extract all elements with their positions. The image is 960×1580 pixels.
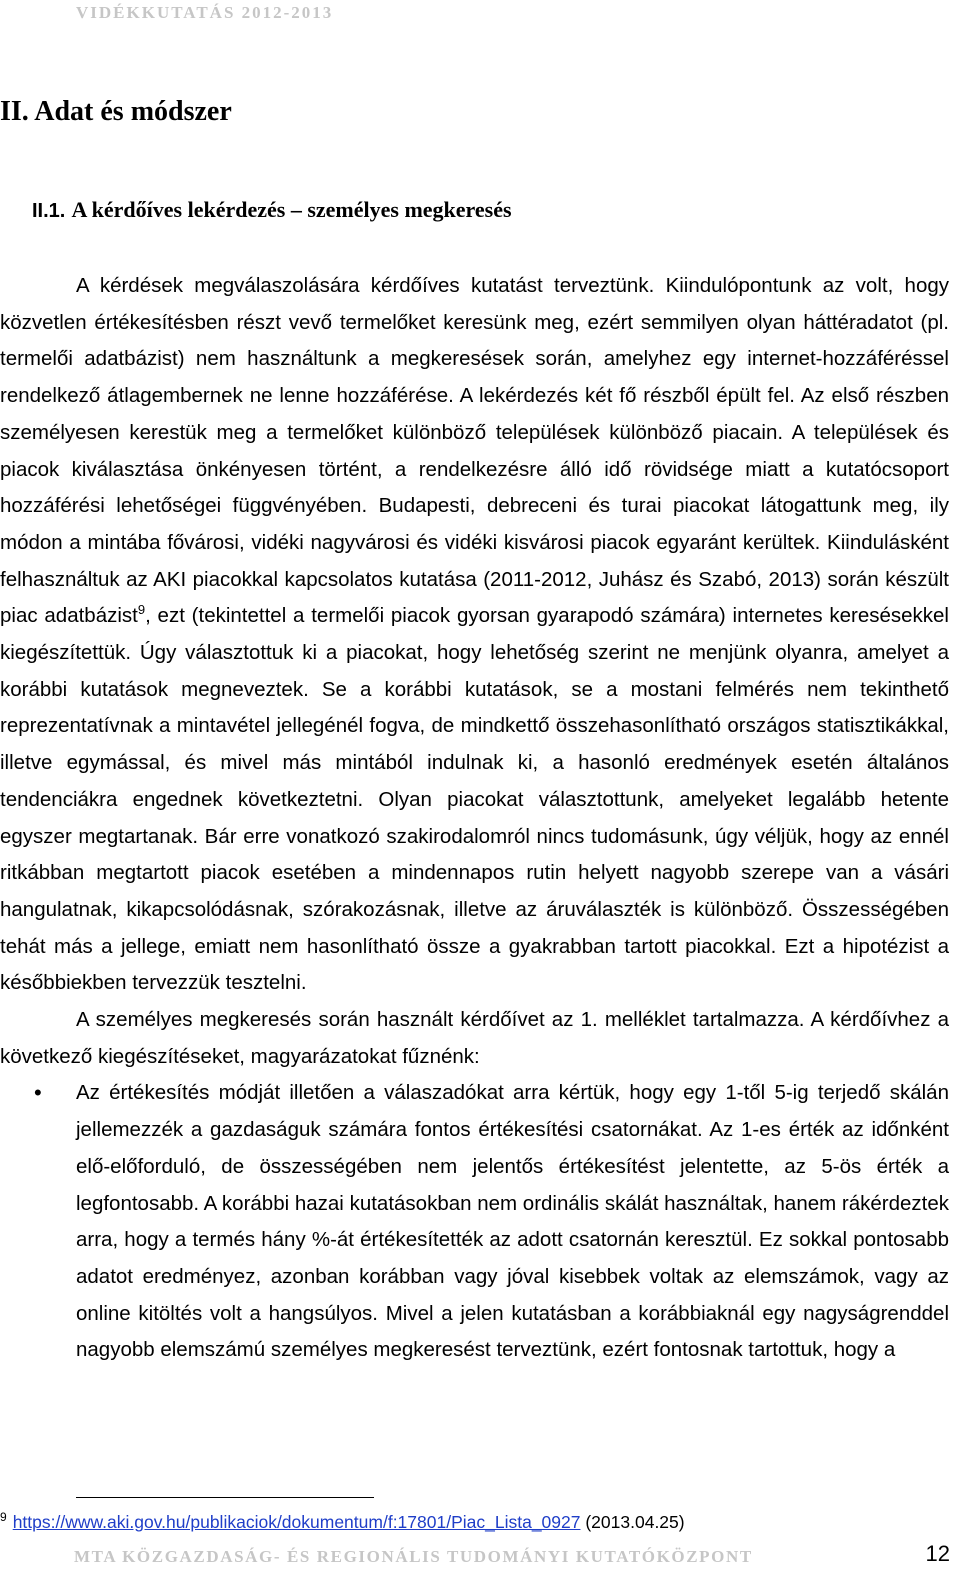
subsection-number: II.1. <box>32 200 66 222</box>
page-number: 12 <box>925 1541 950 1566</box>
paragraph-1-part-a: A kérdések megválaszolására kérdőíves kutatást terveztünk. Kiindulópontunk az volt, hogy közvetlen értékesítésben részt vevő termelőket keresünk meg, ezért semmilyen olyan háttéradatot (pl. termelői adatbázist) nem használtunk a megkeresések során, amelyhez egy internet-hozzáféréssel rendelkező átlagembernek ne lenne hozzáférése. A lekérdezés két fő részből épült fel. Az első részben személyesen kerestük meg a termelőket különböző települések különböző piacain. A települések és piacok kiválasztása önkényesen történt, a rendelkezésre álló idő rövidsége miatt a kutatócsoport hozzáférési lehetőségei függvényében. Budapesti, debreceni és turai piacokat látogattunk meg, ily módon a mintába fővárosi, vidéki nagyvárosi és vidéki kisvárosi piacok egyaránt kerültek. Kiindulásként felhasználtuk az AKI piacokkal kapcsolatos kutatása (2011-2012, Juhász és Szabó, 2013) során készült piac adatbázist <box>0 274 949 628</box>
footnote-divider <box>76 1497 374 1498</box>
paragraph-2: A személyes megkeresés során használt kérdőívet az 1. melléklet tartalmazza. A kérdőívhez a következő kiegészítéseket, magyarázatokat fűznénk: <box>0 1008 949 1068</box>
bullet-dot-icon: • <box>34 1080 42 1106</box>
footnote-reference: 9 <box>137 602 146 618</box>
footnote-date: (2013.04.25) <box>585 1512 685 1532</box>
running-header: VIDÉKKUTATÁS 2012-2013 <box>76 3 334 22</box>
paragraph-1 <box>0 268 949 1002</box>
section-heading: II. Adat és módszer <box>0 96 232 127</box>
bullet-list <box>0 1075 949 1369</box>
body-text <box>0 268 949 1369</box>
footnote-marker: 9 <box>0 1510 7 1524</box>
subsection-heading <box>32 197 512 223</box>
bullet-item <box>0 1075 949 1369</box>
footnote <box>0 1512 685 1533</box>
subsection-title: A kérdőíves lekérdezés – személyes megkeresés <box>71 197 512 222</box>
paragraph-1-part-b: , ezt (tekintettel a termelői piacok gyorsan gyarapodó számára) internetes keresésekkel kiegészítettük. Úgy választottuk ki a piacokat, hogy lehetőség szerint ne menjünk olyanra, amelyet a korábbi kutatások megneveztek. Se a korábbi kutatások, se a mostani felmérés nem tekinthető reprezentatívnak a mintavétel jellegénél fogva, de mindkettő összehasonlítható országos statisztikákkal, illetve egymással, és mivel más mintából indulnak ki, a hasonló eredmények esetén általános tendenciákra engednek következtetni. Olyan piacokat választottunk, amelyeket legalább hetente egyszer megtartanak. Bár erre vonatkozó szakirodalomról nincs tudomásunk, úgy véljük, hogy az ennél ritkábban megtartott piacok esetében a mindennapos rutin helyett nagyobb szerepe van a vásári hangulatnak, kikapcsolódásnak, szórakozásnak, illetve az áruválaszték is különböző. Összességében tehát más a jellege, emiatt nem hasonlítható össze a gyakrabban tartott piacokkal. Ezt a hipotézist a későbbiekben tervezzük tesztelni. <box>0 604 949 995</box>
footnote-link[interactable]: https://www.aki.gov.hu/publikaciok/dokumentum/f:17801/Piac_Lista_0927 <box>12 1512 581 1532</box>
running-footer: MTA KÖZGAZDASÁG- ÉS REGIONÁLIS TUDOMÁNYI KUTATÓKÖZPONT <box>74 1547 753 1566</box>
bullet-text: Az értékesítés módját illetően a válaszadókat arra kértük, hogy egy 1-től 5-ig terjedő skálán jellemezzék a gazdaságuk számára fontos értékesítési csatornákat. Az 1-es érték az időnként elő-előforduló, de összességében nem jelentős értékesítést jelentette, az 5-ös érték a legfontosabb. A korábbi hazai kutatásokban nem ordinális skálát használtak, hanem rákérdeztek arra, hogy a termés hány %-át értékesítették az adott csatornán keresztül. Ez sokkal pontosabb adatot eredményez, azonban korábban vagy jóval kisebbek voltak az elemszámok, vagy az online kitöltés volt a hangsúlyos. Mivel a jelen kutatásban a korábbiaknál egy nagyságrenddel nagyobb elemszámú személyes megkeresést terveztünk, ezért fontosnak tartottuk, hogy a <box>76 1081 949 1362</box>
